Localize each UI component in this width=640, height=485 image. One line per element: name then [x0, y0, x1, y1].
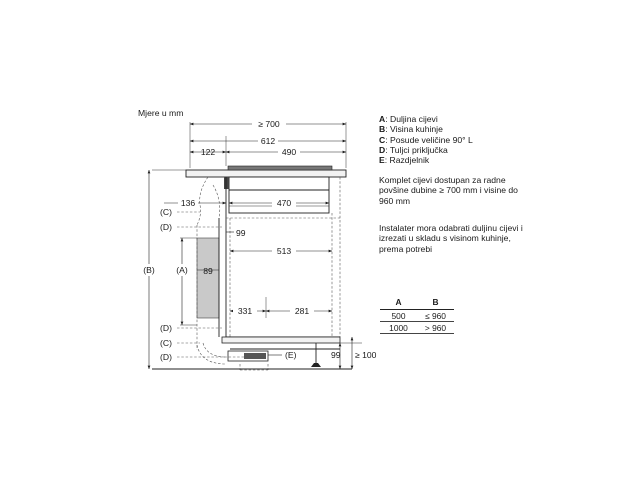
callout-C-bottom: (C)	[160, 338, 172, 348]
callout-D-top: (D)	[160, 222, 172, 232]
hob-glass	[228, 166, 332, 170]
worktop	[186, 170, 346, 177]
table-row: 1000 > 960	[380, 322, 454, 334]
note-installer: Instalater mora odabrati duljinu cijevi i izrezati u skladu s visinom kuhinje, prema potrebi	[379, 223, 523, 254]
callout-D-bottom: (D)	[160, 352, 172, 362]
legend-item-D: D: Tuljci priključka	[379, 144, 448, 155]
dim-331: 331	[237, 306, 253, 316]
dim-281: 281	[294, 306, 310, 316]
callout-D-middle: (D)	[160, 323, 172, 333]
dim-612: 612	[260, 136, 276, 146]
callout-E: (E)	[285, 350, 297, 360]
legend-item-C: C: Posude veličine 90° L	[379, 134, 473, 145]
legend	[379, 114, 609, 165]
vertical-duct	[197, 238, 219, 318]
pipe-length-table	[380, 297, 454, 334]
table-header-B: B	[417, 297, 454, 310]
dim-470: 470	[276, 198, 292, 208]
cabinet-base	[222, 337, 340, 343]
unit-label: Mjere u mm	[138, 108, 184, 118]
legend-item-A: A: Duljina cijevi	[379, 114, 438, 124]
bottom-duct-bend	[197, 345, 226, 364]
dim-99-bottom: 99	[331, 350, 341, 360]
dim-700: ≥ 700	[258, 119, 280, 129]
note-pipe-kit: Komplet cijevi dostupan za radne povšine dubine ≥ 700 mm i visine do 960 mm	[379, 175, 518, 206]
dim-122: 122	[200, 147, 216, 157]
table-row: 500 ≤ 960	[380, 310, 454, 322]
table-header-A: A	[380, 297, 417, 310]
hob-connector	[224, 177, 229, 189]
dim-100: ≥ 100	[355, 350, 377, 360]
legend-item-E: E: Razdjelnik	[379, 155, 430, 166]
dim-89: 89	[203, 266, 213, 276]
dim-490: 490	[281, 147, 297, 157]
callout-B: (B)	[143, 265, 155, 275]
dim-99-top: 99	[236, 228, 246, 238]
callout-C-top: (C)	[160, 207, 172, 217]
legend-item-B: B: Visina kuhinje	[379, 124, 443, 135]
dim-513: 513	[276, 246, 292, 256]
callout-A: (A)	[176, 265, 188, 275]
dim-136: 136	[180, 198, 196, 208]
